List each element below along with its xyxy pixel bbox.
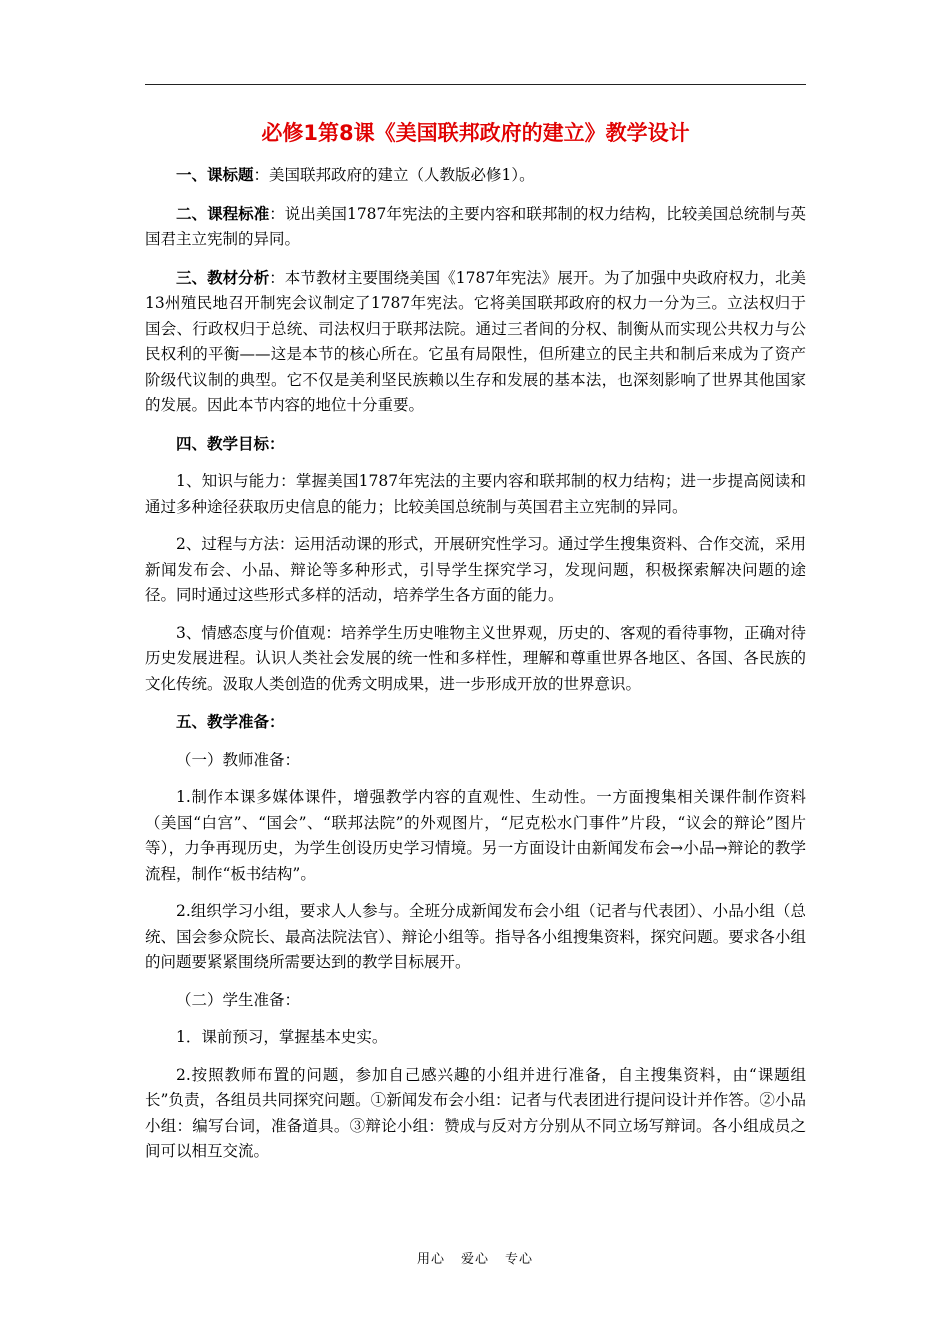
student-item-1: 1．课前预习，掌握基本史实。 — [176, 1028, 388, 1046]
footer-word: 爱心 — [460, 1252, 489, 1267]
section-2-heading: 二、课程标准 — [176, 203, 270, 223]
teacher-item-2: 2.组织学习小组，要求人人参与。全班分成新闻发布会小组（记者与代表团）、小品小组（总统、国会参众院长、最高法院法官）、辩论小组等。指导各小组搜集资料，探究问题。要求各小组的问题要紧紧围绕所需要达到的教学目标展开。 — [145, 902, 806, 971]
section-1 — [145, 162, 806, 189]
document-title: 必修1第8课《美国联邦政府的建立》教学设计 — [261, 121, 690, 145]
section-5-heading — [145, 709, 806, 736]
section-5-heading-text: 五、教学准备： — [176, 712, 285, 731]
student-item-2: 2.按照教师布置的问题，参加自己感兴趣的小组并进行准备，自主搜集资料，由“课题组长”负责，各组员共同探究问题。①新闻发布会小组：记者与代表团进行提问设计并作答。②小品小组：编写台词，准备道具。③辩论小组：赞成与反对方分别从不同立场写辩词。各小组成员之间可以相互交流。 — [145, 1065, 806, 1160]
section-1-heading: 一、课标题 — [176, 165, 254, 184]
header-rule — [145, 84, 806, 85]
section-4-heading — [145, 431, 806, 458]
section-4-heading-text: 四、教学目标： — [176, 433, 285, 453]
footer-word: 专心 — [505, 1252, 534, 1267]
teacher-prep-heading: （一）教师准备： — [176, 750, 301, 769]
section-2-text: ：说出美国1787年宪法的主要内容和联邦制的权力结构，比较美国总统制与英国君主立宪制的异同。 — [145, 204, 806, 248]
section-3 — [145, 265, 806, 419]
section-1-text: ：美国联邦政府的建立（人教版必修1）。 — [253, 166, 535, 184]
section-2 — [145, 201, 806, 253]
goal-3: 3、情感态度与价值观：培养学生历史唯物主义世界观，历史的、客观的看待事物，正确对待历史发展进程。认识人类社会发展的统一性和多样性，理解和尊重世界各地区、各国、各民族的文化传统。汲取人类创造的优秀文明成果，进一步形成开放的世界意识。 — [145, 623, 806, 693]
goal-1: 1、知识与能力：掌握美国1787年宪法的主要内容和联邦制的权力结构；进一步提高阅读和通过多种途径获取历史信息的能力；比较美国总统制与英国君主立宪制的异同。 — [145, 472, 806, 516]
section-3-text: ：本节教材主要围绕美国《1787年宪法》展开。为了加强中央政府权力，北美13州殖民地召开制宪会议制定了1787年宪法。它将美国联邦政府的权力一分为三。立法权归于国会、行政权归于总统、司法权归于联邦法院。通过三者间的分权、制衡从而实现公共权力与公民权利的平衡——这是本节的核心所在。它虽有局限性，但所建立的民主共和制后来成为了资产阶级代议制的典型。它不仅是美利坚民族赖以生存和发展的基本法，也深刻影响了世界其他国家的发展。因此本节内容的地位十分重要。 — [145, 268, 806, 414]
student-prep-heading: （二）学生准备： — [176, 990, 301, 1009]
document-body — [145, 118, 806, 1177]
footer-word: 用心 — [416, 1252, 445, 1267]
teacher-item-1: 1.制作本课多媒体课件，增强教学内容的直观性、生动性。一方面搜集相关课件制作资料（美国“白宫”、“国会”、“联邦法院”的外观图片，“尼克松水门事件”片段，“议会的辩论”图片等），力争再现历史，为学生创设历史学习情境。另一方面设计由新闻发布会→小品→辩论的教学流程，制作“板书结构”。 — [145, 788, 806, 883]
section-3-heading: 三、教材分析 — [176, 267, 270, 287]
page-footer — [0, 1248, 950, 1267]
goal-2: 2、过程与方法：运用活动课的形式，开展研究性学习。通过学生搜集资料、合作交流，采用新闻发布会、小品、辩论等多种形式，引导学生探究学习，发现问题，积极探索解决问题的途径。同时通过这些形式多样的活动，培养学生各方面的能力。 — [145, 535, 806, 604]
